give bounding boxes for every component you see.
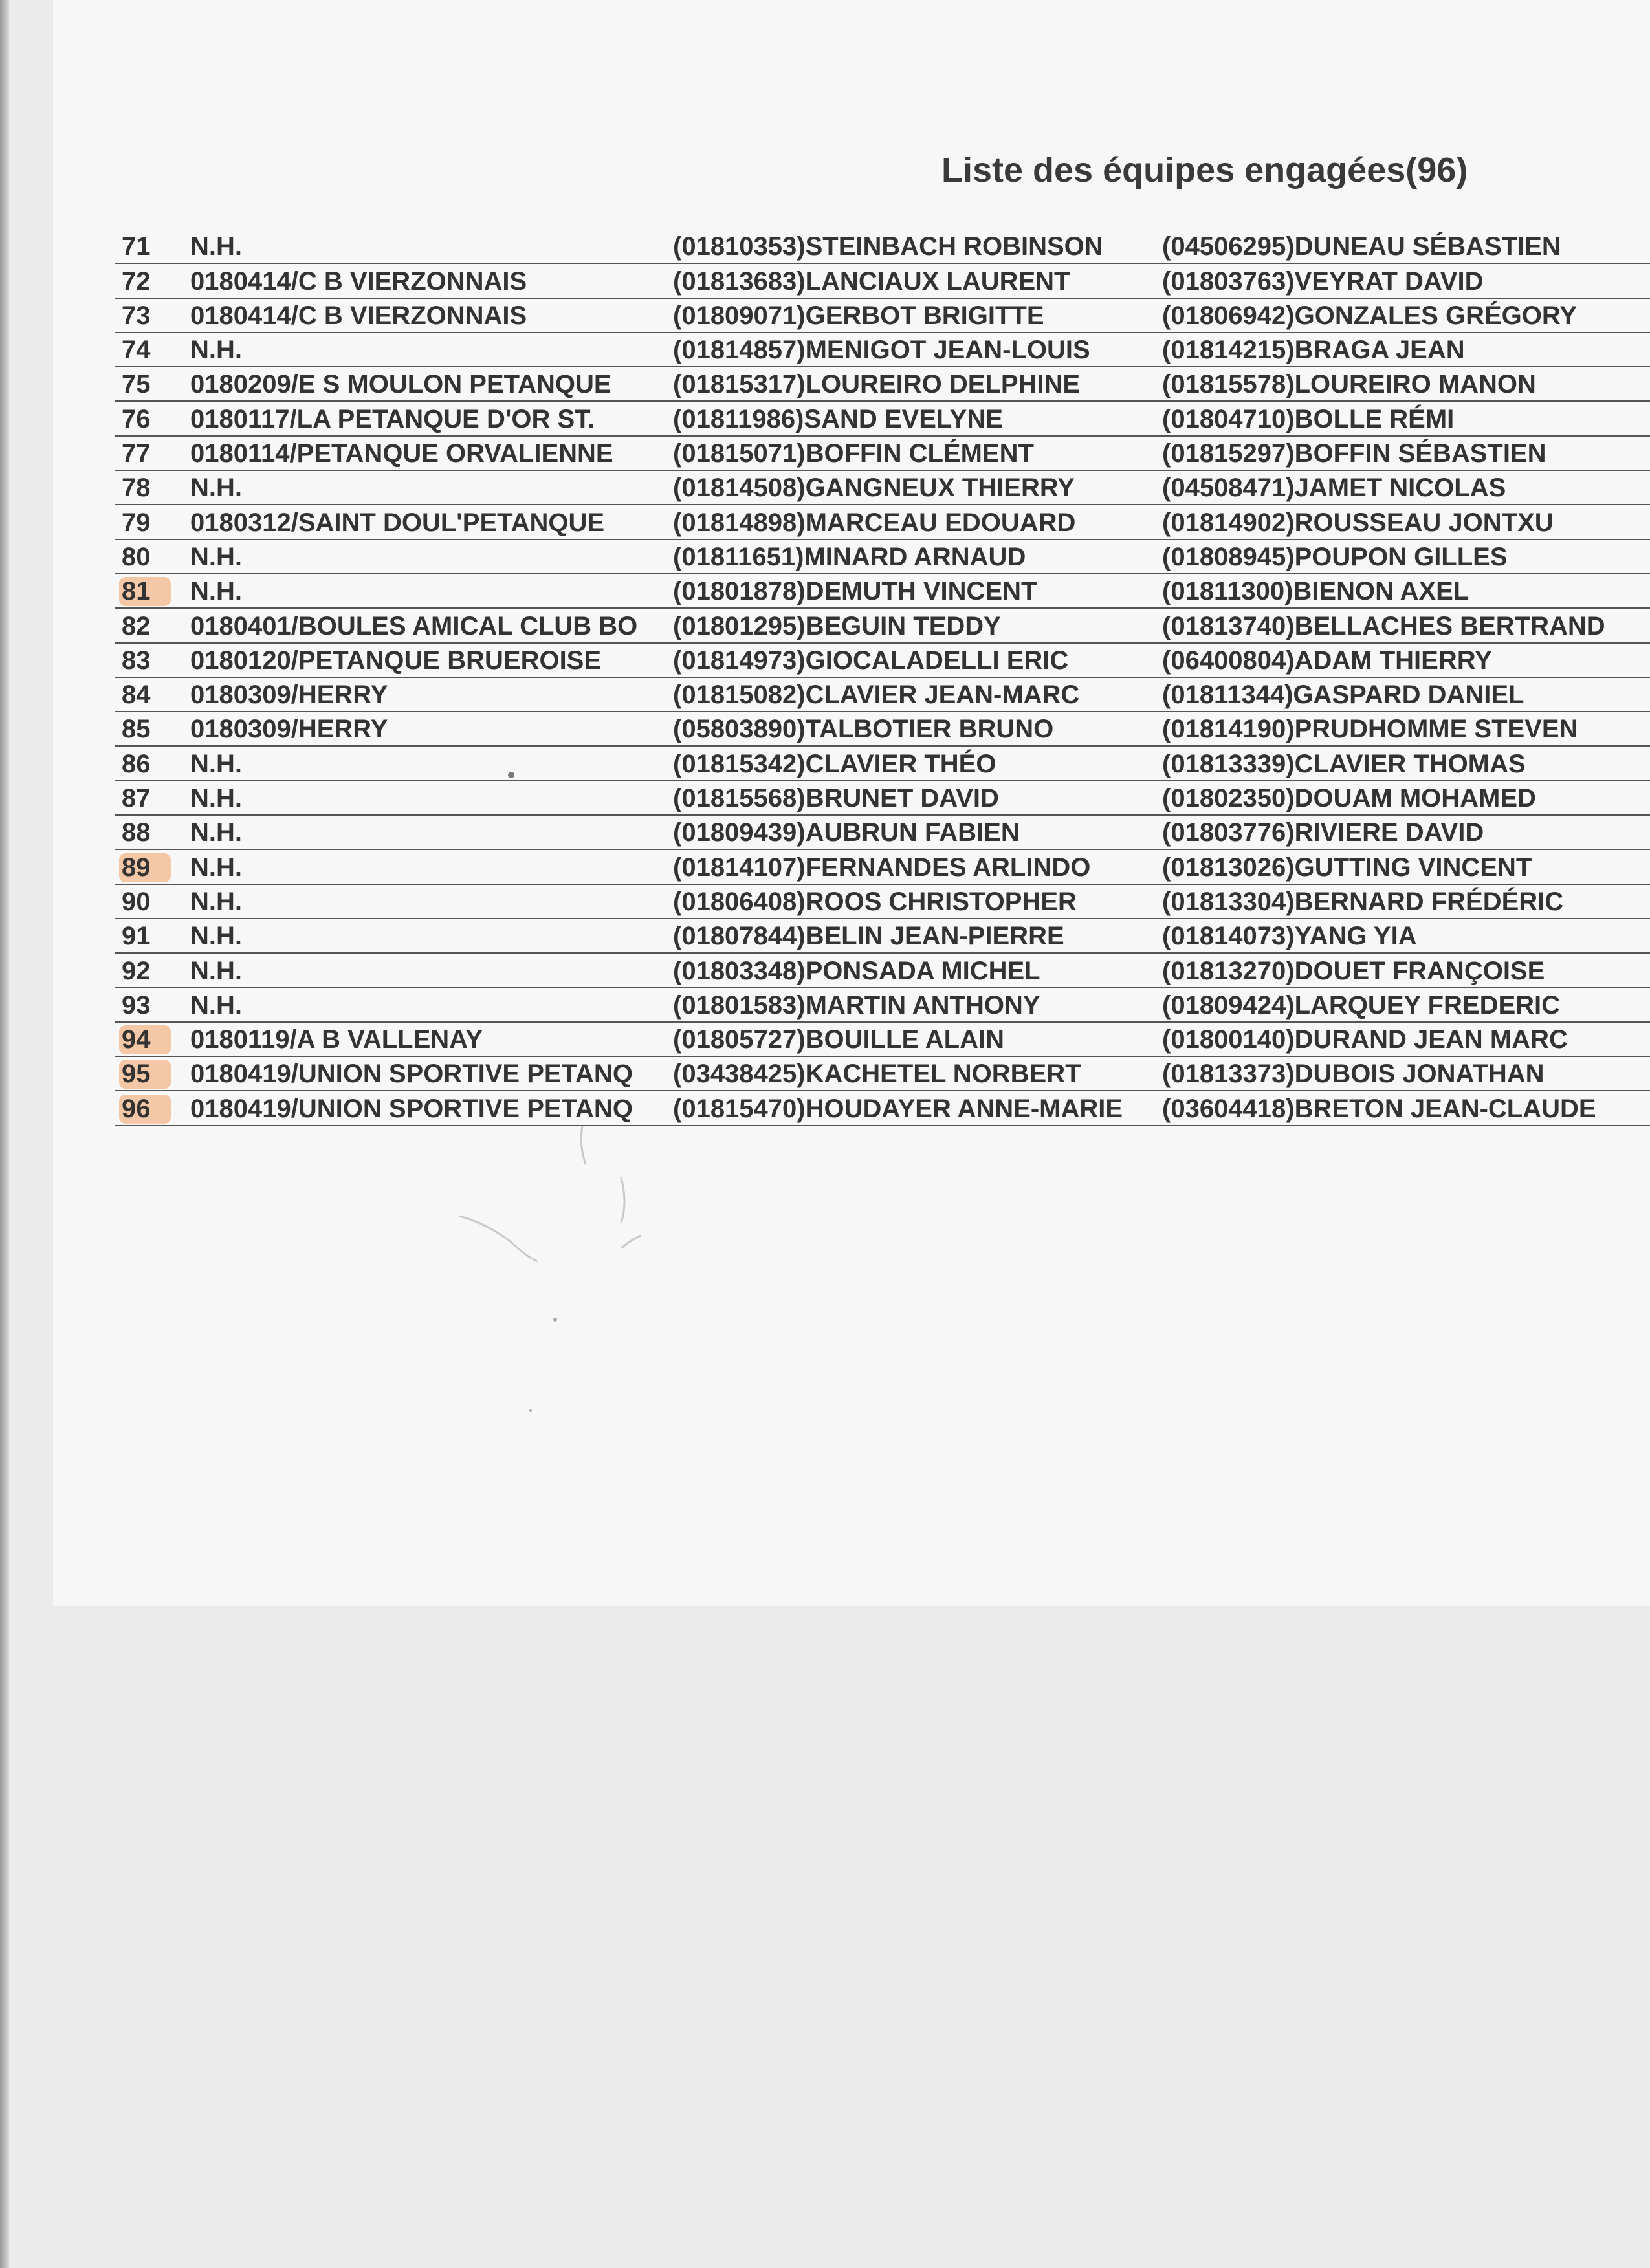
table-row xyxy=(0,471,1650,505)
player-1: (01805727)BOUILLE ALAIN xyxy=(673,1025,1004,1054)
team-number: 81 xyxy=(119,577,171,606)
player-2: (01813026)GUTTING VINCENT xyxy=(1162,853,1532,882)
table-row xyxy=(0,850,1650,884)
player-2: (01804710)BOLLE RÉMI xyxy=(1162,404,1455,433)
club-name: N.H. xyxy=(190,336,242,365)
player-2: (01809424)LARQUEY FREDERIC xyxy=(1162,990,1561,1020)
player-2: (06400804)ADAM THIERRY xyxy=(1162,646,1492,675)
player-1: (01815470)HOUDAYER ANNE-MARIE xyxy=(673,1094,1123,1123)
player-2: (03604418)BRETON JEAN-CLAUDE xyxy=(1162,1094,1596,1123)
player-1: (01806408)ROOS CHRISTOPHER xyxy=(673,887,1077,916)
player-2: (01813270)DOUET FRANÇOISE xyxy=(1162,956,1545,985)
team-list xyxy=(0,230,1650,1126)
team-number: 74 xyxy=(122,336,151,365)
team-number: 90 xyxy=(122,887,151,916)
club-name: N.H. xyxy=(190,542,242,571)
player-1: (01810353)STEINBACH ROBINSON xyxy=(673,232,1103,261)
player-1: (01815071)BOFFIN CLÉMENT xyxy=(673,439,1034,468)
player-2: (04506295)DUNEAU SÉBASTIEN xyxy=(1162,232,1561,261)
team-number: 79 xyxy=(122,508,151,537)
table-row xyxy=(0,367,1650,402)
team-number: 93 xyxy=(122,990,151,1020)
player-1: (05803890)TALBOTIER BRUNO xyxy=(673,715,1054,744)
table-row xyxy=(0,988,1650,1023)
player-2: (01813339)CLAVIER THOMAS xyxy=(1162,749,1526,778)
team-number: 71 xyxy=(122,232,151,261)
player-2: (01813373)DUBOIS JONATHAN xyxy=(1162,1060,1545,1089)
club-name: N.H. xyxy=(190,922,242,951)
team-number: 92 xyxy=(122,956,151,985)
player-1: (01814107)FERNANDES ARLINDO xyxy=(673,853,1091,882)
club-name: 0180117/LA PETANQUE D'OR ST. xyxy=(190,404,595,433)
club-name: 0180419/UNION SPORTIVE PETANQ xyxy=(190,1094,633,1123)
team-number: 82 xyxy=(122,611,151,640)
club-name: N.H. xyxy=(190,818,242,847)
player-2: (01814190)PRUDHOMME STEVEN xyxy=(1162,715,1578,744)
table-row xyxy=(0,1023,1650,1057)
team-number: 78 xyxy=(122,474,151,503)
player-2: (01802350)DOUAM MOHAMED xyxy=(1162,784,1536,813)
club-name: 0180114/PETANQUE ORVALIENNE xyxy=(190,439,613,468)
table-row xyxy=(0,919,1650,954)
player-1: (01814973)GIOCALADELLI ERIC xyxy=(673,646,1069,675)
player-1: (01807844)BELIN JEAN-PIERRE xyxy=(673,922,1064,951)
player-1: (03438425)KACHETEL NORBERT xyxy=(673,1060,1081,1089)
team-number: 96 xyxy=(119,1095,171,1124)
team-number: 94 xyxy=(119,1025,171,1054)
player-1: (01814857)MENIGOT JEAN-LOUIS xyxy=(673,336,1090,365)
table-row xyxy=(0,1091,1650,1126)
club-name: N.H. xyxy=(190,577,242,606)
player-1: (01815082)CLAVIER JEAN-MARC xyxy=(673,681,1080,710)
table-row xyxy=(0,437,1650,471)
player-1: (01815317)LOUREIRO DELPHINE xyxy=(673,370,1081,399)
table-row xyxy=(0,885,1650,919)
table-row xyxy=(0,230,1650,264)
player-1: (01814508)GANGNEUX THIERRY xyxy=(673,474,1075,503)
club-name: N.H. xyxy=(190,474,242,503)
club-name: 0180401/BOULES AMICAL CLUB BO xyxy=(190,611,638,640)
player-1: (01815342)CLAVIER THÉO xyxy=(673,749,996,778)
team-number: 80 xyxy=(122,542,151,571)
club-name: N.H. xyxy=(190,232,242,261)
team-number: 83 xyxy=(122,646,151,675)
team-number: 75 xyxy=(122,370,151,399)
club-name: N.H. xyxy=(190,749,242,778)
team-number: 87 xyxy=(122,784,151,813)
player-1: (01801878)DEMUTH VINCENT xyxy=(673,577,1037,606)
table-row xyxy=(0,505,1650,540)
club-name: N.H. xyxy=(190,956,242,985)
page-title: Liste des équipes engagées(96) xyxy=(941,151,1468,190)
player-1: (01809071)GERBOT BRIGITTE xyxy=(673,301,1044,330)
club-name: 0180312/SAINT DOUL'PETANQUE xyxy=(190,508,605,537)
table-row xyxy=(0,540,1650,574)
player-1: (01811651)MINARD ARNAUD xyxy=(673,542,1026,571)
player-2: (01800140)DURAND JEAN MARC xyxy=(1162,1025,1568,1054)
player-2: (01811344)GASPARD DANIEL xyxy=(1162,681,1524,710)
club-name: 0180120/PETANQUE BRUEROISE xyxy=(190,646,602,675)
table-row xyxy=(0,333,1650,367)
player-1: (01801295)BEGUIN TEDDY xyxy=(673,611,1001,640)
team-number: 89 xyxy=(119,853,171,882)
player-1: (01803348)PONSADA MICHEL xyxy=(673,956,1040,985)
player-1: (01813683)LANCIAUX LAURENT xyxy=(673,267,1070,296)
club-name: N.H. xyxy=(190,990,242,1020)
player-2: (01808945)POUPON GILLES xyxy=(1162,542,1508,571)
table-row xyxy=(0,402,1650,436)
player-2: (01803776)RIVIERE DAVID xyxy=(1162,818,1484,847)
team-number: 76 xyxy=(122,404,151,433)
table-row xyxy=(0,712,1650,747)
club-name: 0180209/E S MOULON PETANQUE xyxy=(190,370,611,399)
table-row xyxy=(0,816,1650,850)
table-row xyxy=(0,781,1650,816)
team-number: 86 xyxy=(122,749,151,778)
team-number: 91 xyxy=(122,922,151,951)
club-name: N.H. xyxy=(190,887,242,916)
club-name: N.H. xyxy=(190,784,242,813)
player-2: (01814215)BRAGA JEAN xyxy=(1162,336,1465,365)
player-2: (01815578)LOUREIRO MANON xyxy=(1162,370,1536,399)
player-2: (01813740)BELLACHES BERTRAND xyxy=(1162,611,1605,640)
player-2: (01814902)ROUSSEAU JONTXU xyxy=(1162,508,1554,537)
team-number: 72 xyxy=(122,267,151,296)
table-row xyxy=(0,1057,1650,1091)
team-number: 88 xyxy=(122,818,151,847)
table-row xyxy=(0,609,1650,643)
player-2: (04508471)JAMET NICOLAS xyxy=(1162,474,1506,503)
player-1: (01815568)BRUNET DAVID xyxy=(673,784,999,813)
table-row xyxy=(0,678,1650,712)
team-number: 84 xyxy=(122,681,151,710)
table-row xyxy=(0,954,1650,988)
table-row xyxy=(0,574,1650,609)
club-name: 0180119/A B VALLENAY xyxy=(190,1025,483,1054)
club-name: 0180414/C B VIERZONNAIS xyxy=(190,267,527,296)
player-2: (01803763)VEYRAT DAVID xyxy=(1162,267,1484,296)
player-2: (01815297)BOFFIN SÉBASTIEN xyxy=(1162,439,1546,468)
club-name: N.H. xyxy=(190,853,242,882)
club-name: 0180419/UNION SPORTIVE PETANQ xyxy=(190,1060,633,1089)
table-row xyxy=(0,644,1650,678)
player-2: (01813304)BERNARD FRÉDÉRIC xyxy=(1162,887,1564,916)
club-name: 0180414/C B VIERZONNAIS xyxy=(190,301,527,330)
player-1: (01809439)AUBRUN FABIEN xyxy=(673,818,1020,847)
table-row xyxy=(0,264,1650,298)
table-row xyxy=(0,747,1650,781)
player-2: (01814073)YANG YIA xyxy=(1162,922,1417,951)
team-number: 95 xyxy=(119,1060,171,1089)
team-number: 73 xyxy=(122,301,151,330)
player-2: (01811300)BIENON AXEL xyxy=(1162,577,1469,606)
player-2: (01806942)GONZALES GRÉGORY xyxy=(1162,301,1577,330)
club-name: 0180309/HERRY xyxy=(190,681,388,710)
team-number: 85 xyxy=(122,715,151,744)
table-row xyxy=(0,299,1650,333)
player-1: (01811986)SAND EVELYNE xyxy=(673,404,1003,433)
club-name: 0180309/HERRY xyxy=(190,715,388,744)
team-number: 77 xyxy=(122,439,151,468)
player-1: (01814898)MARCEAU EDOUARD xyxy=(673,508,1076,537)
player-1: (01801583)MARTIN ANTHONY xyxy=(673,990,1040,1020)
